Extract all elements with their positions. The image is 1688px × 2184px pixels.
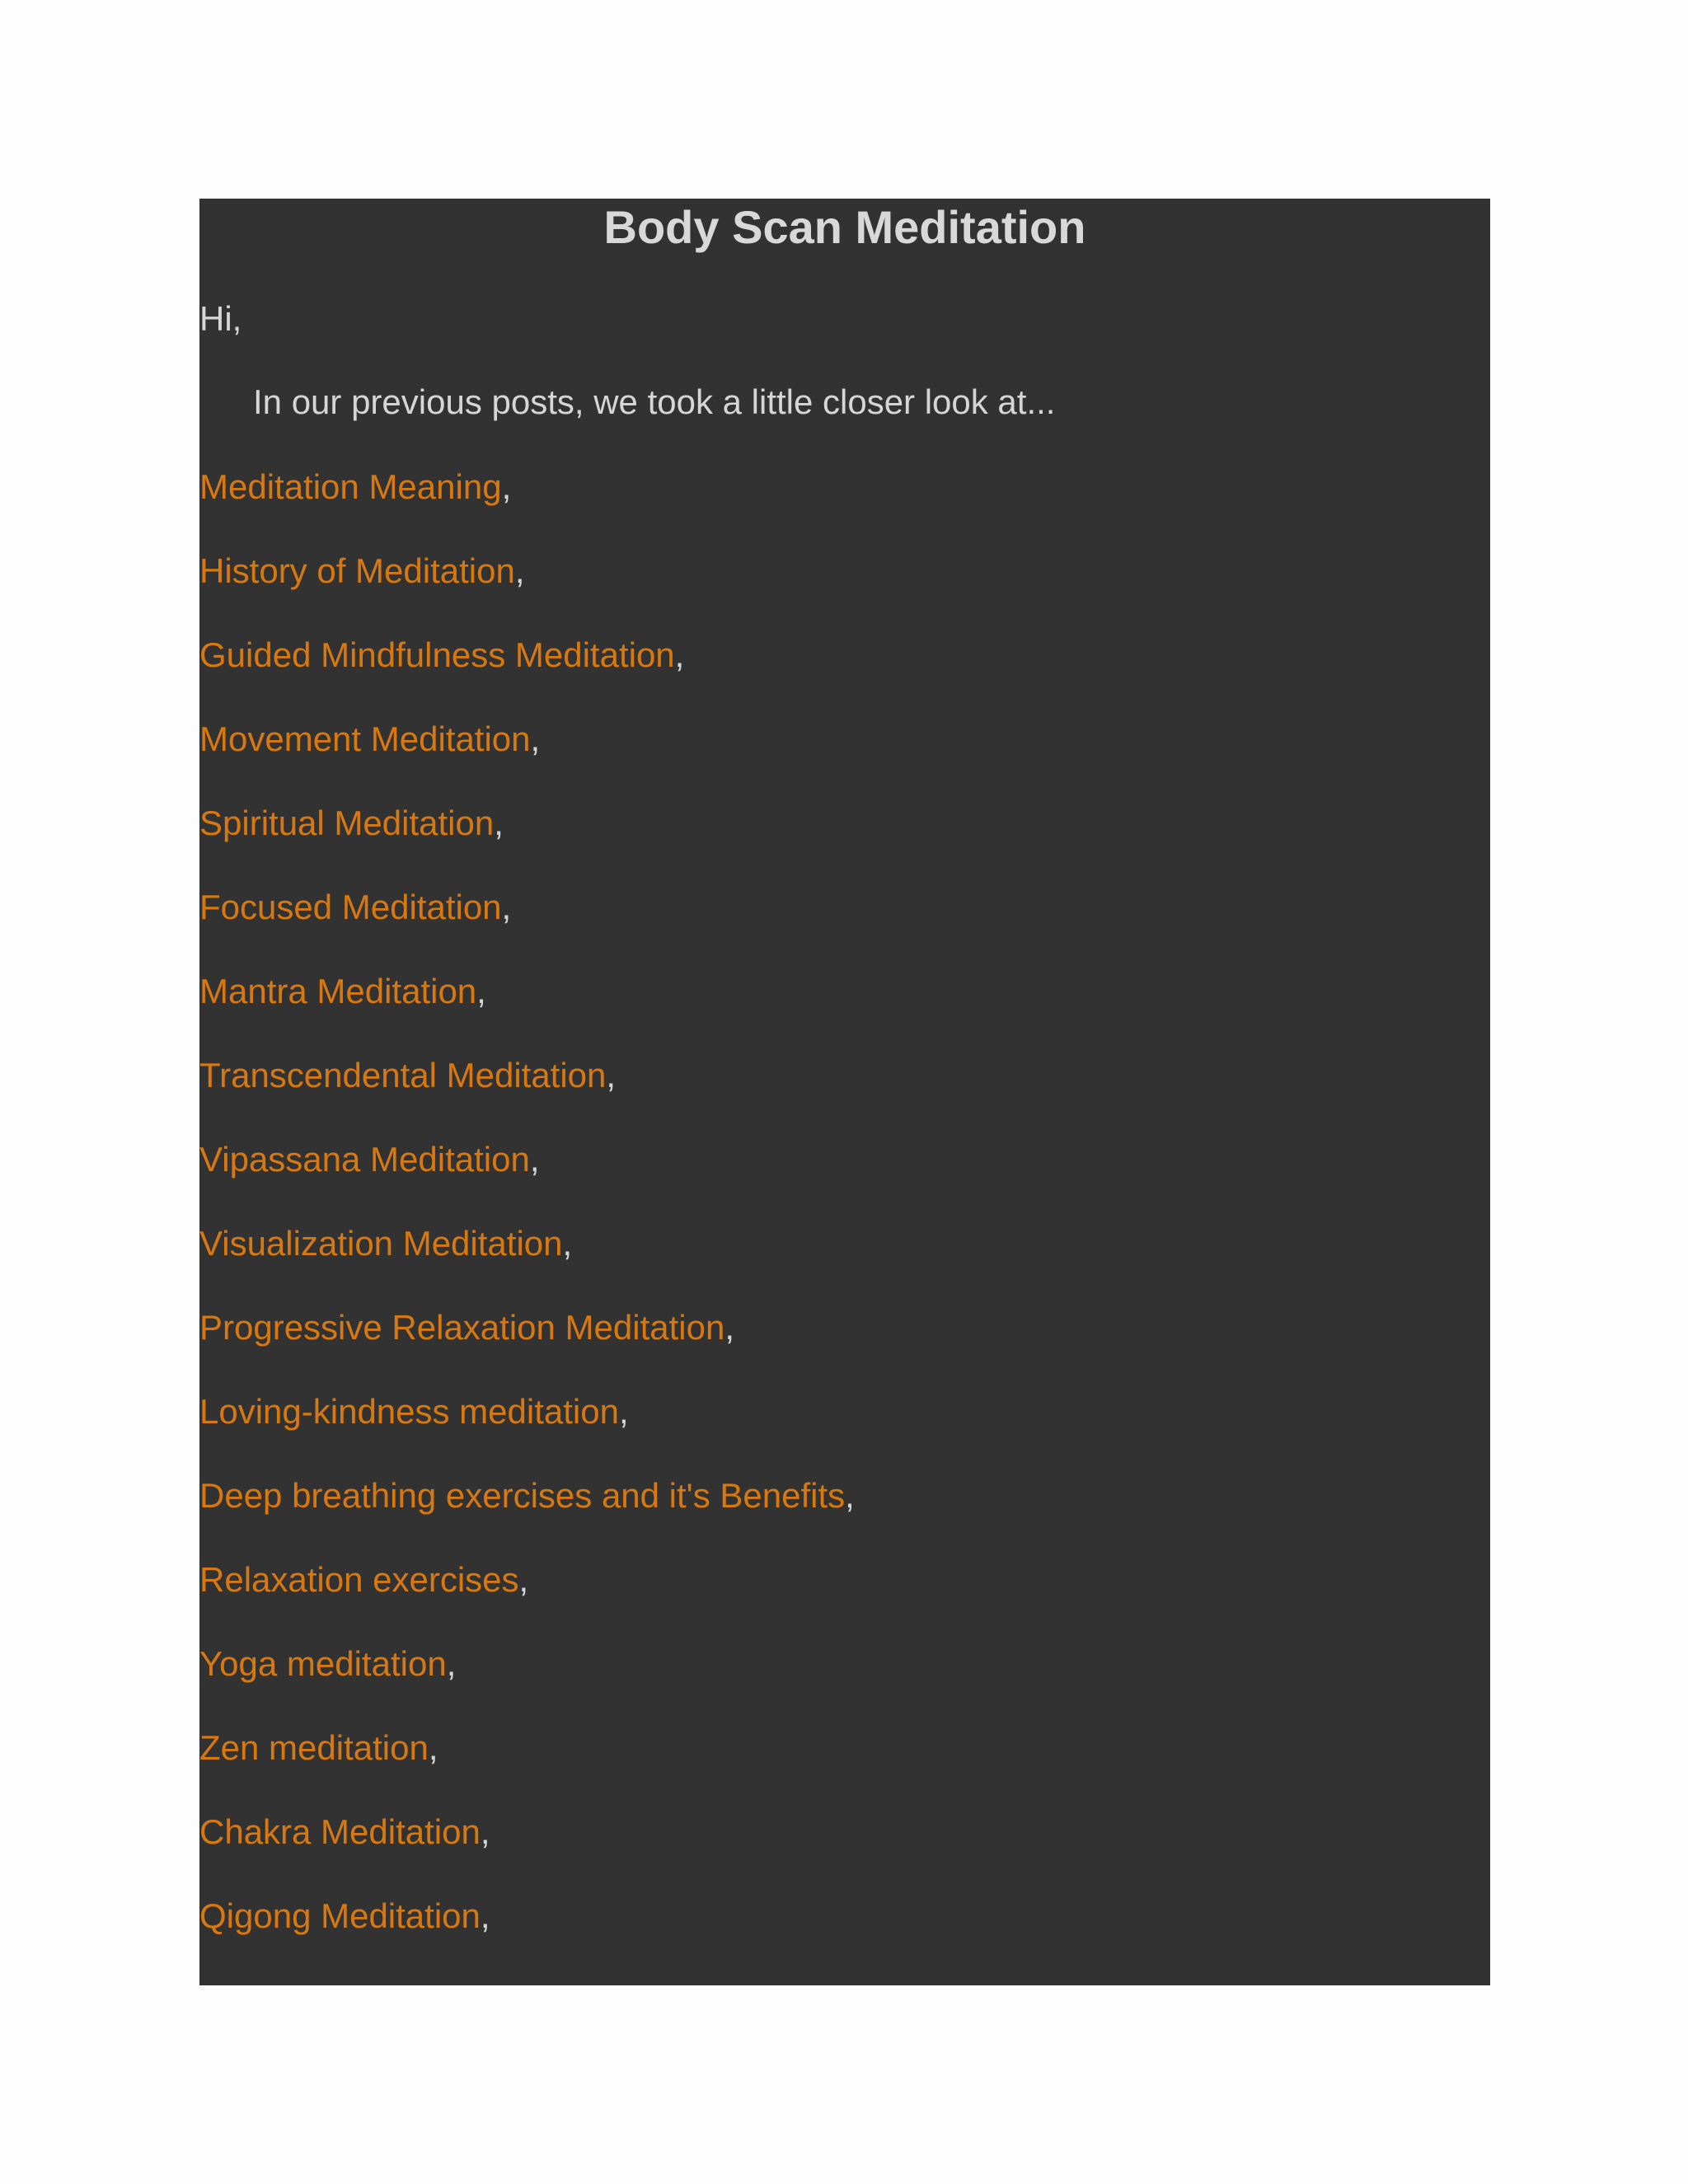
comma-separator: ,	[529, 1140, 540, 1179]
comma-separator: ,	[446, 1644, 457, 1683]
link-zen-meditation[interactable]: Zen meditation	[199, 1728, 429, 1767]
greeting-text: Hi,	[199, 299, 242, 338]
list-item	[199, 551, 855, 635]
list-item	[199, 1391, 855, 1475]
link-history-of-meditation[interactable]: History of Meditation	[199, 551, 515, 590]
comma-separator: ,	[530, 719, 541, 758]
link-relaxation-exercises[interactable]: Relaxation exercises	[199, 1560, 519, 1599]
comma-separator: ,	[518, 1560, 529, 1599]
link-spiritual-meditation[interactable]: Spiritual Meditation	[199, 804, 495, 842]
comma-separator: ,	[501, 888, 512, 926]
link-guided-mindfulness-meditation[interactable]: Guided Mindfulness Meditation	[199, 635, 675, 674]
link-yoga-meditation[interactable]: Yoga meditation	[199, 1644, 447, 1683]
comma-separator: ,	[501, 467, 512, 506]
comma-separator: ,	[494, 804, 504, 842]
list-item	[199, 887, 855, 971]
link-chakra-meditation[interactable]: Chakra Meditation	[199, 1812, 481, 1851]
comma-separator: ,	[606, 1056, 617, 1094]
list-item	[199, 1223, 855, 1307]
link-movement-meditation[interactable]: Movement Meditation	[199, 719, 531, 758]
list-item	[199, 719, 855, 803]
link-transcendental-meditation[interactable]: Transcendental Meditation	[199, 1056, 607, 1094]
comma-separator: ,	[562, 1224, 573, 1263]
comma-separator: ,	[480, 1812, 490, 1851]
link-vipassana-meditation[interactable]: Vipassana Meditation	[199, 1140, 530, 1179]
link-loving-kindness-meditation[interactable]: Loving-kindness meditation	[199, 1392, 619, 1431]
link-visualization-meditation[interactable]: Visualization Meditation	[199, 1224, 563, 1263]
link-mantra-meditation[interactable]: Mantra Meditation	[199, 972, 477, 1010]
comma-separator: ,	[674, 635, 685, 674]
link-deep-breathing-exercises[interactable]: Deep breathing exercises and it's Benefits	[199, 1476, 846, 1515]
list-item	[199, 1307, 855, 1391]
article-panel	[199, 199, 1490, 1985]
comma-separator: ,	[845, 1476, 855, 1515]
list-item	[199, 1896, 855, 1980]
comma-separator: ,	[724, 1308, 734, 1347]
link-meditation-meaning[interactable]: Meditation Meaning	[199, 467, 502, 506]
list-item	[199, 971, 855, 1055]
comma-separator: ,	[428, 1728, 438, 1767]
list-item	[199, 1559, 855, 1643]
link-focused-meditation[interactable]: Focused Meditation	[199, 888, 502, 926]
meditation-link-list	[199, 466, 855, 1980]
comma-separator: ,	[618, 1392, 629, 1431]
list-item	[199, 1727, 855, 1811]
link-progressive-relaxation-meditation[interactable]: Progressive Relaxation Meditation	[199, 1308, 725, 1347]
comma-separator: ,	[476, 972, 486, 1010]
link-qigong-meditation[interactable]: Qigong Meditation	[199, 1896, 481, 1935]
list-item	[199, 1055, 855, 1139]
list-item	[199, 1811, 855, 1896]
page-title: Body Scan Meditation	[603, 201, 1086, 253]
intro-text: In our previous posts, we took a little closer look at...	[253, 382, 1056, 421]
list-item	[199, 1643, 855, 1727]
list-item	[199, 1475, 855, 1559]
list-item	[199, 1139, 855, 1223]
list-item	[199, 803, 855, 887]
comma-separator: ,	[514, 551, 525, 590]
comma-separator: ,	[480, 1896, 490, 1935]
list-item	[199, 635, 855, 719]
list-item	[199, 466, 855, 551]
